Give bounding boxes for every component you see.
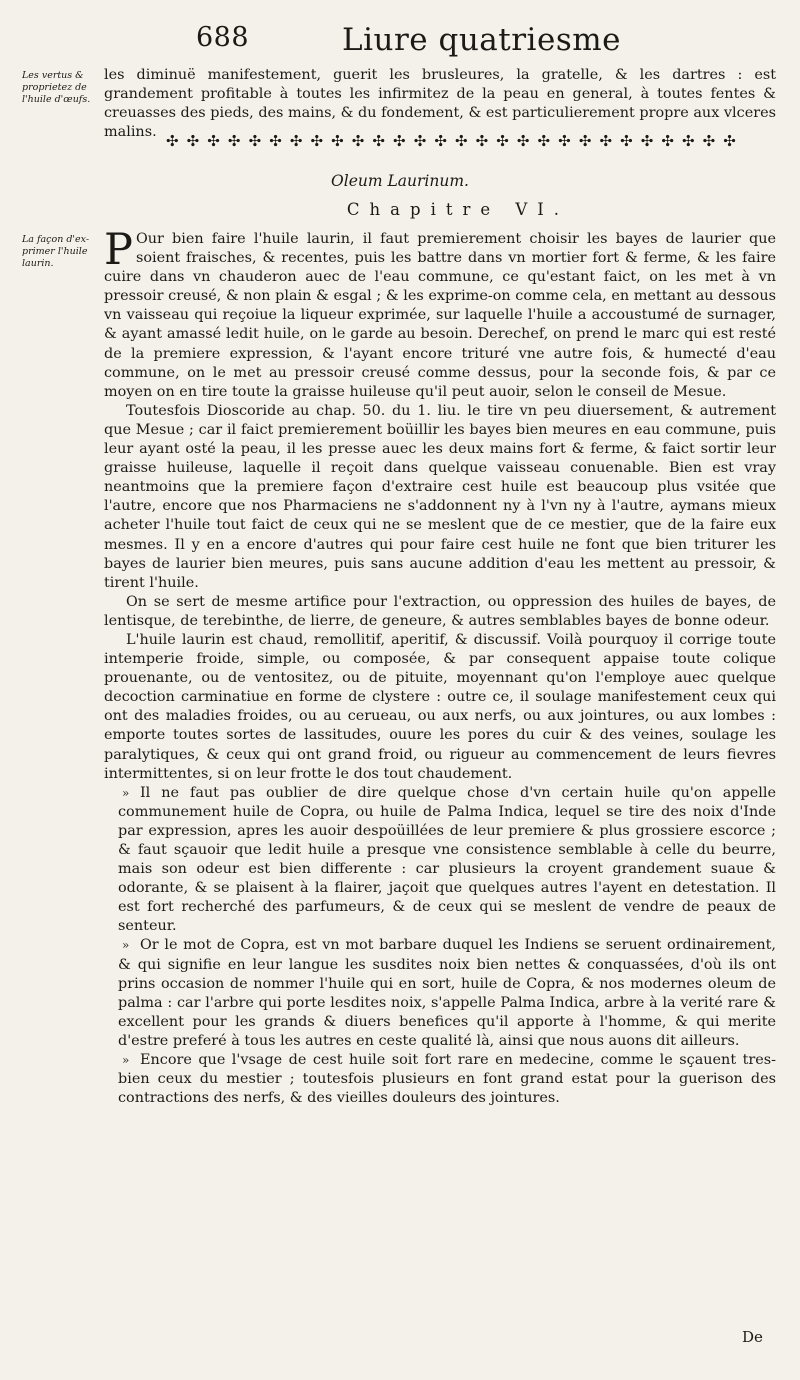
quote-mark: » (122, 1053, 130, 1068)
ornament-flower-icon: ✣ (723, 132, 736, 150)
ornament-flower-icon: ✣ (516, 132, 530, 150)
ornament-flower-icon: ✣ (537, 132, 551, 150)
quote-mark: » (122, 938, 130, 953)
ornament-flower-icon: ✣ (475, 132, 489, 150)
ornament-flower-icon: ✣ (331, 132, 344, 150)
margin-note-line: l'huile d'œufs. (22, 94, 91, 105)
intro-paragraph: les diminuë manifestement, guerit les brusleures, la gratelle, & les dartres : est grandement profitable à toutes les infirmitez de la peau en general, à toutes fentes & creuasses des pieds, des mains, & du fondement, & est particulierement propre aux vlceres malins. (104, 67, 776, 141)
margin-note-line: La façon d'ex- (22, 234, 90, 245)
chapter-body (104, 225, 776, 1108)
paragraph-pressing (104, 225, 776, 402)
quoted-paragraph-usage (104, 1051, 776, 1108)
ornament-flower-icon: ✣ (496, 132, 509, 150)
margin-note-line: primer l'huile (22, 246, 88, 257)
margin-note-line: proprietez de (22, 82, 87, 93)
ornament-flower-icon: ✣ (682, 132, 695, 150)
ornament-flower-icon: ✣ (351, 132, 365, 150)
quoted-paragraph-name (104, 936, 776, 1051)
ornament-flower-icon: ✣ (558, 132, 571, 150)
ornament-flower-icon: ✣ (702, 132, 716, 150)
ornament-flower-icon: ✣ (454, 132, 468, 150)
ornament-flower-icon: ✣ (207, 132, 220, 150)
ornament-flower-icon: ✣ (372, 132, 385, 150)
ornament-flower-icon: ✣ (310, 132, 324, 150)
ornament-flower-icon: ✣ (599, 132, 613, 150)
margin-note-line: laurin. (22, 258, 54, 269)
page-header (0, 22, 800, 62)
margin-note-egg-oil (22, 70, 94, 106)
ornament-flower-icon: ✣ (269, 132, 282, 150)
catchword: De (742, 1328, 763, 1346)
ornamental-band (166, 130, 736, 152)
ornament-flower-icon: ✣ (289, 132, 303, 150)
margin-note-laurin (22, 234, 94, 270)
ornament-flower-icon: ✣ (640, 132, 654, 150)
running-title: Liure quatriesme (342, 22, 621, 58)
ornament-flower-icon: ✣ (166, 132, 179, 150)
margin-note-line: Les vertus & (22, 70, 84, 81)
ornament-flower-icon: ✣ (578, 132, 592, 150)
page-number: 688 (196, 22, 250, 53)
paragraph-dioscoride: Toutesfois Dioscoride au chap. 50. du 1. liu. le tire vn peu diuersement, & autrement que Mesue ; car il faict premierement boüillir les bayes bien meures en eau commune, puis leur ayant osté la peau, il les presse auec les deux mains fort & ferme, & faict sortir leur graisse huileuse, laquelle il reçoit dans quelque vaisseau conuenable. Bien est vray neantmoins que la premiere façon d'extraire cest huile est beaucoup plus vsitée que l'autre, encore que nos Pharmaciens ne s'addonnent ny à l'vn ny à l'autre, aymans mieux acheter l'huile tout faict de ceux qui ne se meslent que de ce mestier, que de la faire eux mesmes. Il y en a encore d'autres qui pour faire cest huile ne font que bien triturer les bayes de laurier bien meures, puis sans aucune addition d'eau les mettent au pressoir, & tirent l'huile. (104, 402, 776, 591)
ornament-flower-icon: ✣ (227, 132, 241, 150)
latin-title: Oleum Laurinum. (331, 172, 469, 190)
quoted-passage (104, 784, 776, 1109)
ornament-flower-icon: ✣ (661, 132, 674, 150)
drop-cap: P (104, 225, 133, 275)
ornament-flower-icon: ✣ (434, 132, 447, 150)
chapter-heading: Chapitre VI. (346, 200, 570, 219)
ornament-flower-icon: ✣ (248, 132, 262, 150)
quoted-paragraph-copra (104, 784, 776, 937)
ornament-flower-icon: ✣ (413, 132, 427, 150)
paragraph-text: Il ne faut pas oublier de dire quelque chose d'vn certain huile qu'on appelle communement huile de Copra, ou huile de Palma Indica, lequel se tire des noix d'Inde par expression, apres les auoir despoüillées de leur premiere & plus grossiere escorce ; & faut sçauoir que ledit huile a presque vne consistence semblable à celle du beurre, mais son odeur est bien differente : car plusieurs la croyent grandement suaue & odorante, & se plaisent à la flairer, jaçoit que quelques autres l'ayent en detestation. Il est fort recherché des parfumeurs, & de ceux qui se meslent de vendre de peaux de senteur. (118, 784, 776, 935)
ornament-flower-icon: ✣ (620, 132, 633, 150)
quote-mark: » (122, 785, 130, 800)
paragraph-text: Or le mot de Copra, est vn mot barbare duquel les Indiens se seruent ordinairement, & qui signifie en leur langue les susdites noix bien nettes & conquassées, d'où ils ont prins occasion de nommer l'huile qui en sort, huile de Copra, & nos modernes oleum de palma : car l'arbre qui porte lesdites noix, s'appelle Palma Indica, arbre à la verité rare & excellent pour les grands & diuers benefices qu'il apporte à l'homme, & qui merite d'estre preferé à tous les autres en ceste qualité là, ainsi que nous auons dit ailleurs. (118, 937, 776, 1049)
paragraph-text: Encore que l'vsage de cest huile soit fort rare en medecine, comme le sçauent tres-bien ceux du mestier ; toutesfois plusieurs en font grand estat pour la guerison des contractions des nerfs, & des vieilles douleurs des jointures. (118, 1052, 776, 1107)
paragraph-virtues: L'huile laurin est chaud, remollitif, aperitif, & discussif. Voilà pourquoy il corrige toute intemperie froide, simple, ou composée, & par consequent appaise toute colique prouenante, ou de ventositez, ou de pituite, moyennant qu'on l'employe auec quelque decoction carminatiue en forme de clystere : outre ce, il soulage manifestement ceux qui ont des maladies froides, ou au cerueau, ou aux nerfs, ou aux jointures, ou aux lombes : emporte toutes sortes de lassitudes, ouure les pores du cuir & des veines, soulage les paralytiques, & ceux qui ont grand froid, ou rigueur au commencement de leurs fievres intermittentes, si on leur frotte le dos tout chaudement. (104, 631, 776, 782)
paragraph-artifice: On se sert de mesme artifice pour l'extraction, ou oppression des huiles de bayes, de lentisque, de terebinthe, de lierre, de geneure, & autres semblables bayes de bonne odeur. (104, 593, 776, 629)
ornament-flower-icon: ✣ (186, 132, 200, 150)
paragraph-text: Our bien faire l'huile laurin, il faut premierement choisir les bayes de laurier que soient fraisches, & recentes, puis les battre dans vn mortier fort & ferme, & les faire cuire dans vn chauderon auec de l'eau commune, ce qu'estant faict, on les met à vn pressoir creusé, & non plain & esgal ; & les exprime-on comme cela, en mettant au dessous vn vaisseau qui reçoiue la liqueur exprimée, sur laquelle l'huile a accoustumé de surnager, & ayant amassé ledit huile, on le garde au besoin. Derechef, on prend le marc qui est resté de la premiere expression, & l'ayant encore trituré vne autre fois, & humecté d'eau commune, on le met au pressoir creusé comme dessus, pour la seconde fois, & par ce moyen on en tire toute la graisse huileuse qu'il peut auoir, selon le conseil de Mesue. (104, 231, 776, 400)
ornament-flower-icon: ✣ (393, 132, 406, 150)
